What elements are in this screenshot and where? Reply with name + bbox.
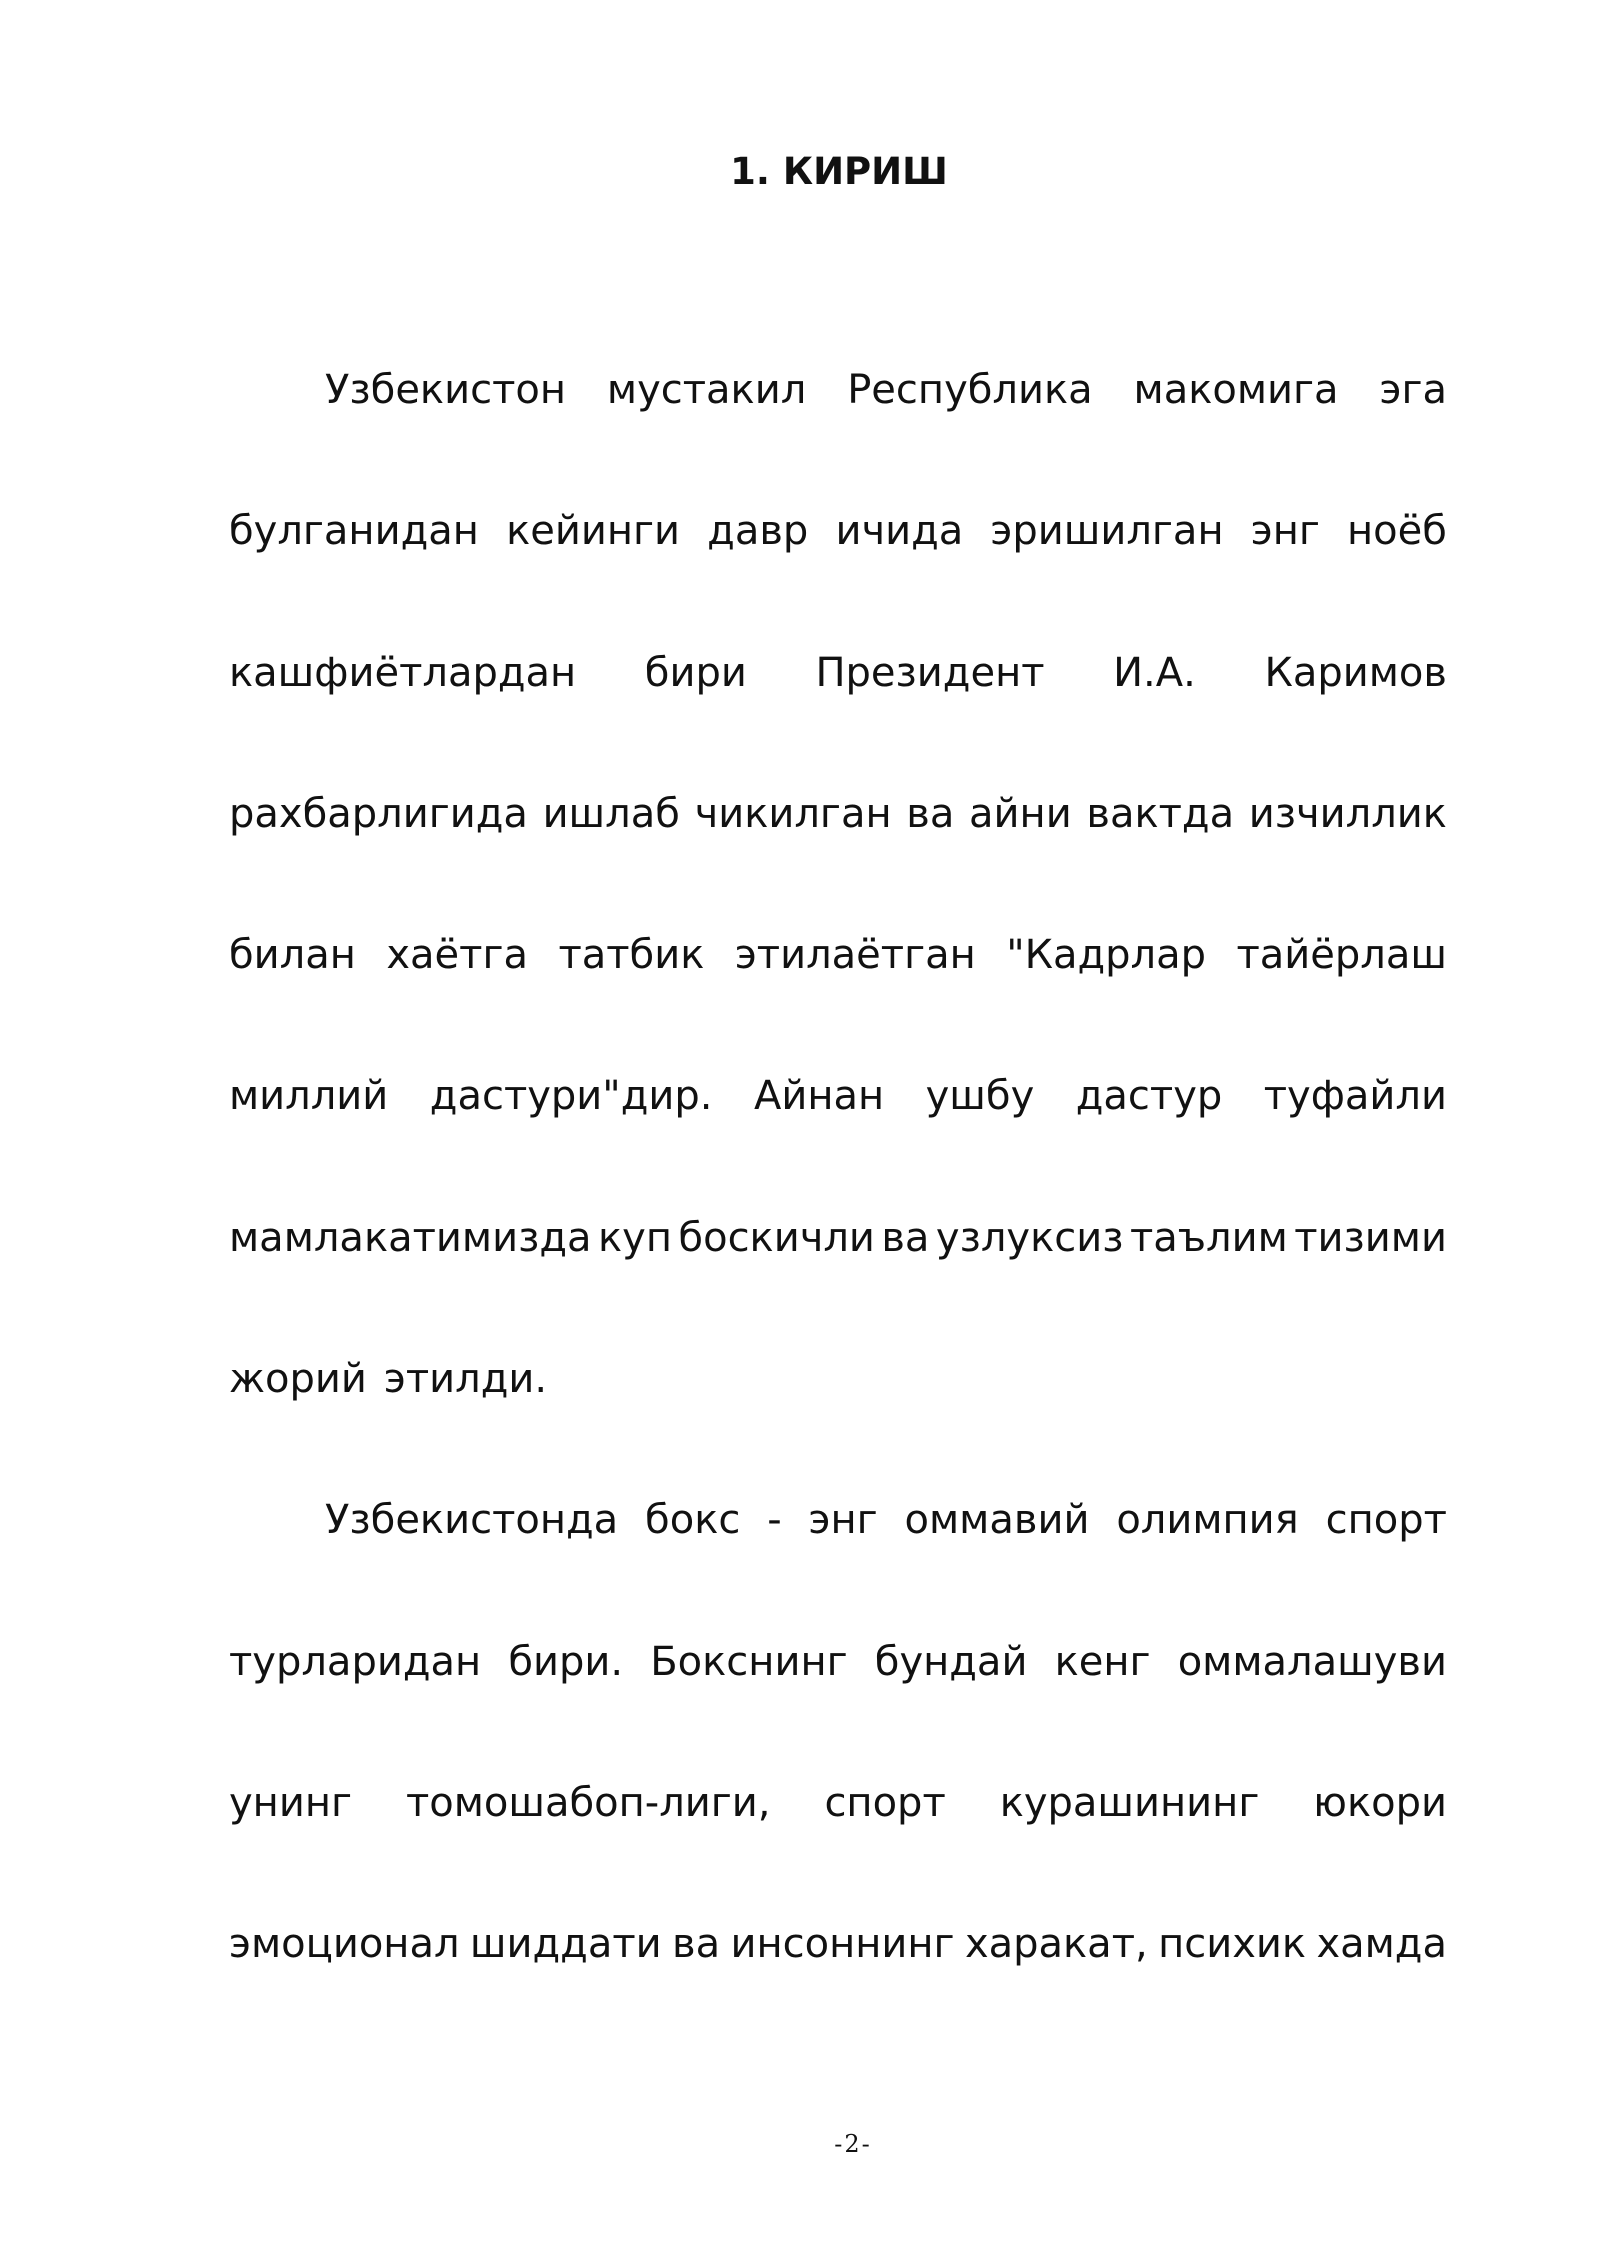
word: харакат,: [964, 1921, 1148, 1967]
word: кашфиётлардан: [229, 650, 577, 696]
word: хамда: [1316, 1921, 1447, 1967]
word: Узбекистон: [325, 367, 566, 413]
word: ва: [906, 791, 955, 837]
word: юкори: [1313, 1780, 1447, 1826]
text-line: [325, 1490, 1447, 1550]
word: ушбу: [925, 1073, 1035, 1119]
word: ичида: [835, 508, 964, 554]
word: энг: [808, 1497, 878, 1543]
word: "Кадрлар: [1006, 932, 1207, 978]
text-line: [229, 1066, 1447, 1126]
word: Айнан: [753, 1073, 885, 1119]
word: тизими: [1294, 1215, 1447, 1261]
word: психик: [1158, 1921, 1307, 1967]
word: ва: [672, 1921, 721, 1967]
word: дастур: [1075, 1073, 1223, 1119]
word: -: [767, 1497, 782, 1543]
word: ноёб: [1347, 508, 1447, 554]
word: туфайли: [1263, 1073, 1447, 1119]
word: шиддати: [469, 1921, 662, 1967]
word: жорий: [229, 1356, 367, 1402]
word: Республика: [847, 367, 1093, 413]
word: Каримов: [1264, 650, 1447, 696]
word: бундай: [874, 1639, 1028, 1685]
word: оммалашуви: [1177, 1639, 1447, 1685]
word: томошабоп-лиги,: [405, 1780, 771, 1826]
word: Президент: [815, 650, 1045, 696]
word: миллий: [229, 1073, 389, 1119]
word: изчиллик: [1248, 791, 1447, 837]
word: вактда: [1086, 791, 1235, 837]
word: спорт: [824, 1780, 946, 1826]
text-line: [229, 784, 1447, 844]
word: булганидан: [229, 508, 479, 554]
word: турларидан: [229, 1639, 482, 1685]
page-number: -2-: [834, 2130, 872, 2158]
word: Бокснинг: [650, 1639, 848, 1685]
word: инсоннинг: [730, 1921, 955, 1967]
text-line: [229, 1914, 1447, 1974]
word: бокс: [645, 1497, 741, 1543]
word: ва: [881, 1215, 930, 1261]
word: оммавий: [904, 1497, 1090, 1543]
word: татбик: [558, 932, 705, 978]
word: кейинги: [506, 508, 680, 554]
text-line: [229, 925, 1447, 985]
word: энг: [1250, 508, 1320, 554]
word: тайёрлаш: [1236, 932, 1447, 978]
text-line: [229, 1208, 1447, 1268]
word: И.А.: [1113, 650, 1196, 696]
word: спорт: [1325, 1497, 1447, 1543]
word: этилаётган: [734, 932, 976, 978]
word: эга: [1379, 367, 1447, 413]
word: курашининг: [999, 1780, 1260, 1826]
word: билан: [229, 932, 356, 978]
word: унинг: [229, 1780, 352, 1826]
text-line: [229, 1773, 1447, 1833]
word: этилди.: [383, 1356, 548, 1402]
text-line: [229, 501, 1447, 561]
text-line: [325, 360, 1447, 420]
word: мустакил: [606, 367, 807, 413]
text-line: [229, 1349, 1447, 1409]
word: макомига: [1133, 367, 1339, 413]
word: Узбекистонда: [325, 1497, 619, 1543]
word: мамлакатимизда: [229, 1215, 592, 1261]
word: бири.: [508, 1639, 624, 1685]
word: ишлаб: [542, 791, 680, 837]
word: айни: [969, 791, 1072, 837]
text-line: [229, 1632, 1447, 1692]
word: таълим: [1129, 1215, 1288, 1261]
word: давр: [707, 508, 809, 554]
word: куп: [597, 1215, 672, 1261]
text-line: [229, 643, 1447, 703]
word: чикилган: [694, 791, 892, 837]
word: боскичли: [678, 1215, 875, 1261]
word: бири: [644, 650, 747, 696]
word: эмоционал: [229, 1921, 460, 1967]
word: олимпия: [1116, 1497, 1299, 1543]
section-heading: 1. КИРИШ: [730, 150, 948, 193]
word: хаётга: [386, 932, 528, 978]
word: эришилган: [990, 508, 1224, 554]
word: рахбарлигида: [229, 791, 528, 837]
word: кенг: [1054, 1639, 1151, 1685]
word: узлуксиз: [935, 1215, 1124, 1261]
word: дастури"дир.: [429, 1073, 713, 1119]
